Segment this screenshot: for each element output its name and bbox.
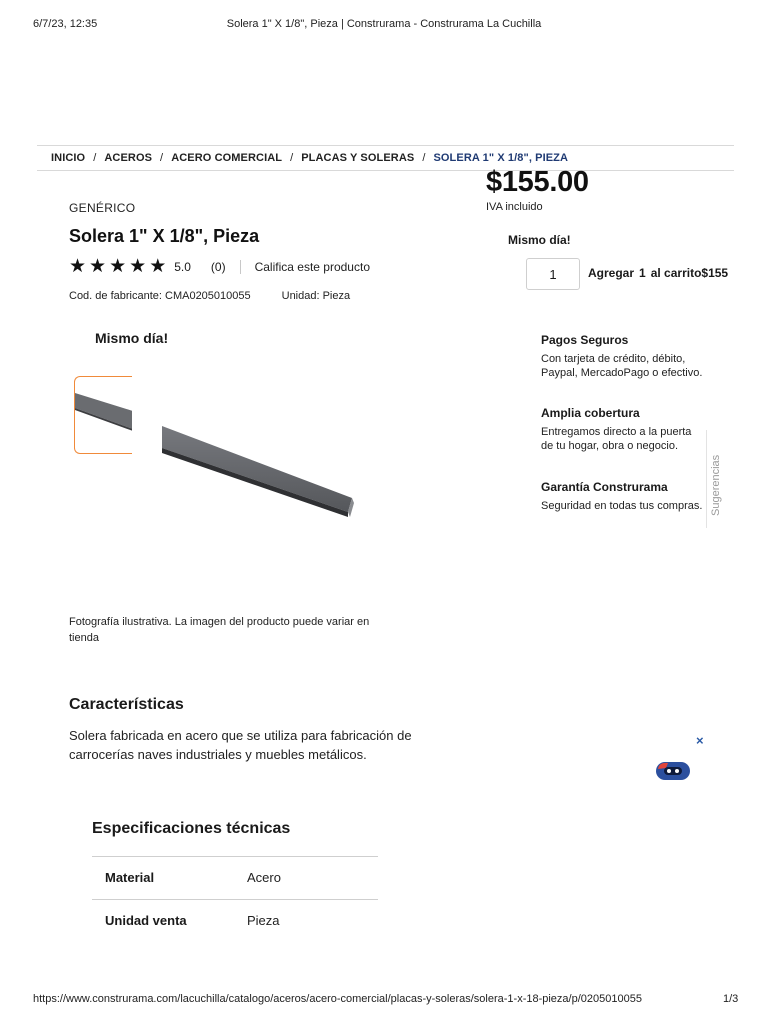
suggestions-tab[interactable] bbox=[706, 430, 735, 528]
feature-text-garantia: Seguridad en todas tus compras. bbox=[541, 500, 703, 512]
product-main-image[interactable] bbox=[162, 388, 370, 600]
characteristics-text: Solera fabricada en acero que se utiliza para fabricación de carrocerías naves industriales y muebles metálicos. bbox=[69, 728, 412, 762]
feature-text-amplia-cobertura: Entregamos directo a la puerta de tu hogar, obra o negocio. bbox=[541, 426, 692, 452]
characteristics-title: Características bbox=[69, 696, 184, 713]
print-page-number: 1/3 bbox=[723, 993, 739, 1005]
add-cart-label-suffix: al carrito bbox=[650, 266, 702, 280]
spec-key-unidad-venta: Unidad venta bbox=[105, 913, 187, 928]
specs-title: Especificaciones técnicas bbox=[92, 820, 291, 837]
product-rating bbox=[69, 257, 370, 276]
rating-count: (0) bbox=[210, 259, 226, 274]
breadcrumb-item-inicio[interactable]: INICIO bbox=[51, 152, 86, 164]
star-icon: ★ bbox=[129, 256, 147, 277]
breadcrumb-separator: / bbox=[160, 152, 164, 164]
feature-title-garantia: Garantía Construrama bbox=[541, 480, 668, 494]
breadcrumb-separator: / bbox=[290, 152, 294, 164]
spec-value-unidad-venta: Pieza bbox=[247, 913, 280, 928]
breadcrumb-bottom-divider bbox=[37, 170, 734, 171]
star-icon: ★ bbox=[89, 256, 107, 277]
spec-key-material: Material bbox=[105, 870, 155, 885]
rating-divider bbox=[240, 260, 241, 274]
star-icon: ★ bbox=[69, 256, 87, 277]
add-to-cart-button[interactable] bbox=[588, 266, 736, 280]
chat-close-icon[interactable]: × bbox=[696, 733, 704, 748]
steel-bar-thumbnail-image bbox=[75, 377, 132, 454]
product-thumbnail[interactable] bbox=[74, 376, 132, 454]
same-day-badge: Mismo día! bbox=[95, 330, 169, 346]
rate-product-link[interactable]: Califica este producto bbox=[254, 259, 370, 274]
product-price: $155.00 bbox=[486, 166, 589, 198]
product-codes bbox=[69, 290, 350, 302]
chat-bot-icon[interactable] bbox=[655, 760, 691, 782]
steel-bar-image bbox=[162, 388, 370, 600]
feature-title-amplia-cobertura: Amplia cobertura bbox=[541, 406, 640, 420]
breadcrumb-current: SOLERA 1" X 1/8", PIEZA bbox=[433, 152, 569, 164]
print-page-title: Solera 1" X 1/8", Pieza | Construrama - Construrama La Cuchilla bbox=[226, 18, 542, 30]
product-title: Solera 1" X 1/8", Pieza bbox=[69, 226, 260, 246]
specs-divider bbox=[92, 856, 378, 857]
star-icon: ★ bbox=[109, 256, 127, 277]
rating-stars bbox=[69, 257, 166, 276]
quantity-input[interactable]: 1 bbox=[526, 258, 580, 290]
breadcrumb-top-divider bbox=[37, 145, 734, 146]
specs-divider bbox=[92, 899, 378, 900]
add-cart-price: $155 bbox=[701, 266, 729, 280]
iva-note: IVA incluido bbox=[486, 201, 543, 213]
manufacturer-code: Cod. de fabricante: CMA0205010055 bbox=[69, 290, 251, 302]
breadcrumb-item-aceros[interactable]: ACEROS bbox=[104, 152, 153, 164]
breadcrumb-item-placas-y-soleras[interactable]: PLACAS Y SOLERAS bbox=[301, 152, 415, 164]
breadcrumb-separator: / bbox=[93, 152, 97, 164]
print-date: 6/7/23, 12:35 bbox=[33, 18, 98, 30]
rating-score: 5.0 bbox=[174, 259, 191, 274]
product-unit: Unidad: Pieza bbox=[281, 290, 351, 302]
spec-value-material: Acero bbox=[247, 870, 281, 885]
breadcrumb bbox=[51, 152, 568, 164]
add-cart-qty: 1 bbox=[639, 266, 646, 280]
print-footer-url: https://www.construrama.com/lacuchilla/catalogo/aceros/acero-comercial/placas-y-soleras/solera-1-x-18-pieza/p/0205010055 bbox=[33, 993, 642, 1005]
same-day-label: Mismo día! bbox=[508, 233, 571, 247]
breadcrumb-item-acero-comercial[interactable]: ACERO COMERCIAL bbox=[171, 152, 283, 164]
suggestions-tab-label: Sugerencias bbox=[710, 454, 722, 516]
product-brand: GENÉRICO bbox=[69, 201, 136, 215]
image-disclaimer: Fotografía ilustrativa. La imagen del producto puede variar en tienda bbox=[69, 616, 370, 644]
feature-title-pagos-seguros: Pagos Seguros bbox=[541, 333, 629, 347]
breadcrumb-separator: / bbox=[422, 152, 426, 164]
feature-text-pagos-seguros: Con tarjeta de crédito, débito, Paypal, MercadoPago o efectivo. bbox=[541, 353, 703, 379]
star-icon: ★ bbox=[149, 256, 167, 277]
add-cart-label: Agregar bbox=[588, 266, 635, 280]
